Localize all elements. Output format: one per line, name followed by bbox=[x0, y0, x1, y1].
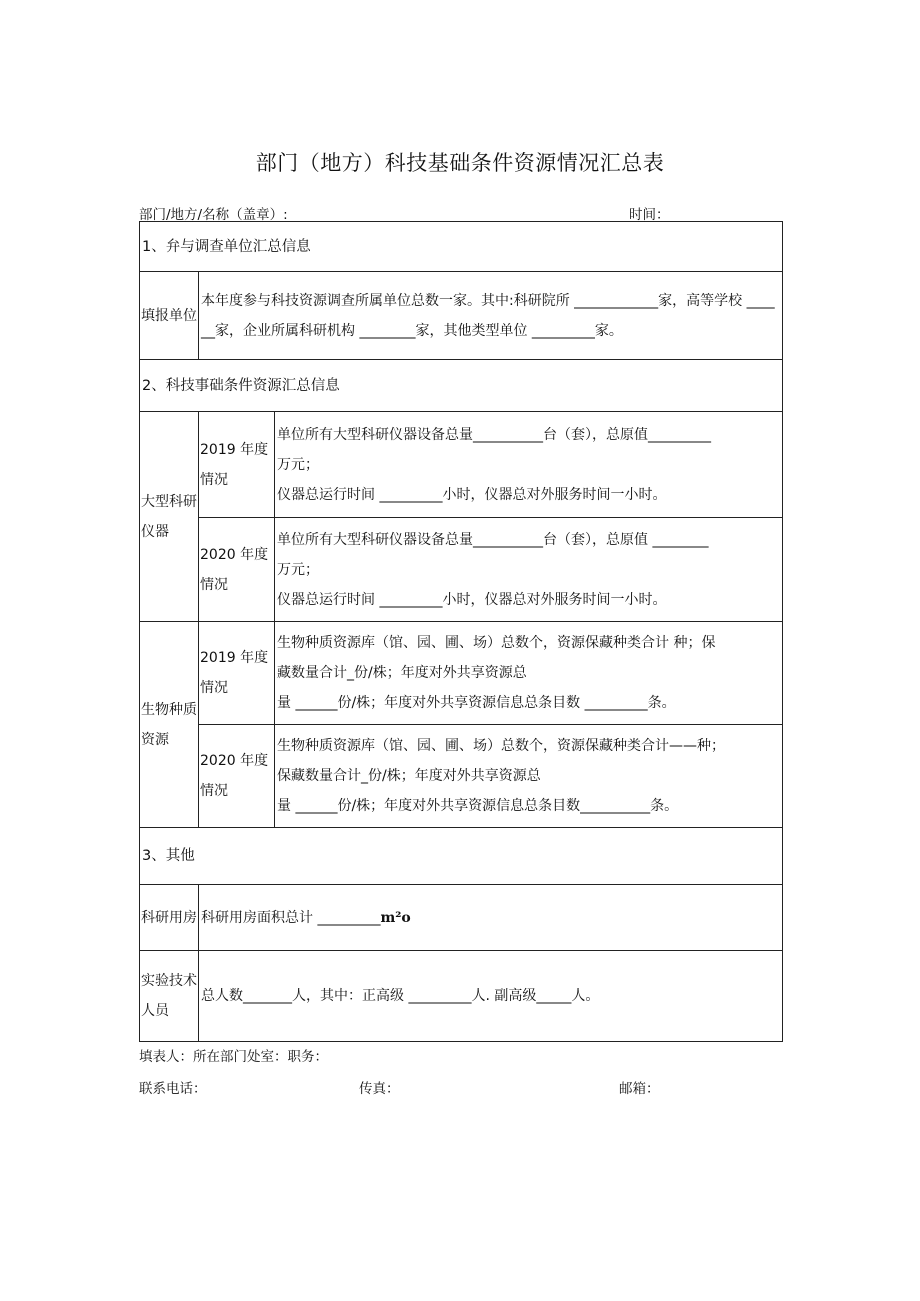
lab-space-text: 科研用房面积总计 _________ bbox=[201, 909, 381, 926]
area-unit: m²o bbox=[380, 909, 411, 926]
instruments-2019-label: 2019 年度情况 bbox=[199, 412, 275, 518]
instruments-label: 大型科研仪器 bbox=[140, 412, 199, 622]
instruments-2019-text[interactable] bbox=[275, 412, 783, 518]
email-label: 邮箱： bbox=[619, 1081, 660, 1097]
time-label: 时间： bbox=[629, 207, 670, 223]
germplasm-2020-line1: 生物种质资源库（馆、园、圃、场）总数个，资源保藏种类合计——种； bbox=[277, 738, 725, 754]
germplasm-2020-label: 2020 年度情况 bbox=[199, 725, 275, 828]
germplasm-2019-line3: 量 ______份/株；年度对外共享资源信息总条目数 _________条。 bbox=[277, 695, 676, 711]
germplasm-2019-line2: 藏数量合计_份/株；年度对外共享资源总 bbox=[277, 665, 527, 681]
lab-staff-label: 实验技术人员 bbox=[140, 951, 199, 1042]
section1-title: 1、弁与调查单位汇总信息 bbox=[140, 222, 783, 272]
germplasm-2019-label: 2019 年度情况 bbox=[199, 622, 275, 725]
instruments-2020-line3: 仪器总运行时间 _________小时，仪器总对外服务时间一小时。 bbox=[277, 591, 667, 608]
reporting-units-label: 填报单位 bbox=[140, 272, 199, 360]
germplasm-2019-line1: 生物种质资源库（馆、园、圃、场）总数个，资源保藏种类合计 种；保 bbox=[277, 635, 716, 651]
lab-space-label: 科研用房 bbox=[140, 885, 199, 951]
dept-stamp-label: 部门/地方/名称（盖章）: bbox=[139, 207, 288, 223]
germplasm-label: 生物种质资源 bbox=[140, 622, 199, 828]
fax-label: 传真： bbox=[359, 1081, 400, 1097]
germplasm-2020-line3: 量 ______份/株；年度对外共享资源信息总条目数__________条。 bbox=[277, 798, 679, 814]
instruments-2020-line2: 万元； bbox=[277, 561, 319, 578]
instruments-2019-line1: 单位所有大型科研仪器设备总量__________台（套），总原值_________ bbox=[277, 426, 711, 443]
instruments-2020-line1: 单位所有大型科研仪器设备总量__________台（套），总原值 ________ bbox=[277, 531, 709, 548]
instruments-2020-label: 2020 年度情况 bbox=[199, 518, 275, 622]
instruments-2019-line2: 万元； bbox=[277, 456, 319, 473]
section2-title: 2、科技事础条件资源汇总信息 bbox=[140, 360, 783, 412]
germplasm-2020-line2: 保藏数量合计_份/株；年度对外共享资源总 bbox=[277, 768, 541, 784]
summary-table bbox=[139, 221, 783, 1042]
instruments-2020-text[interactable] bbox=[275, 518, 783, 622]
filler-info: 填表人：所在部门处室：职务： bbox=[139, 1049, 328, 1065]
contact-phone-label: 联系电话： bbox=[139, 1081, 207, 1097]
germplasm-2020-text[interactable] bbox=[275, 725, 783, 828]
lab-space-field[interactable] bbox=[199, 885, 783, 951]
section3-title: 3、其他 bbox=[140, 828, 783, 885]
reporting-units-text[interactable]: 本年度参与科技资源调查所属单位总数一家。其中:科研院所 ____________家，高等学校 ______家，企业所属科研机构 ________家，其他类型单位 _________家。 bbox=[199, 272, 783, 360]
germplasm-2019-text[interactable] bbox=[275, 622, 783, 725]
page-title: 部门（地方）科技基础条件资源情况汇总表 bbox=[255, 151, 665, 175]
instruments-2019-line3: 仪器总运行时间 _________小时，仪器总对外服务时间一小时。 bbox=[277, 486, 667, 503]
lab-staff-text[interactable]: 总人数_______人，其中：正高级 _________人. 副高级_____人。 bbox=[199, 951, 783, 1042]
